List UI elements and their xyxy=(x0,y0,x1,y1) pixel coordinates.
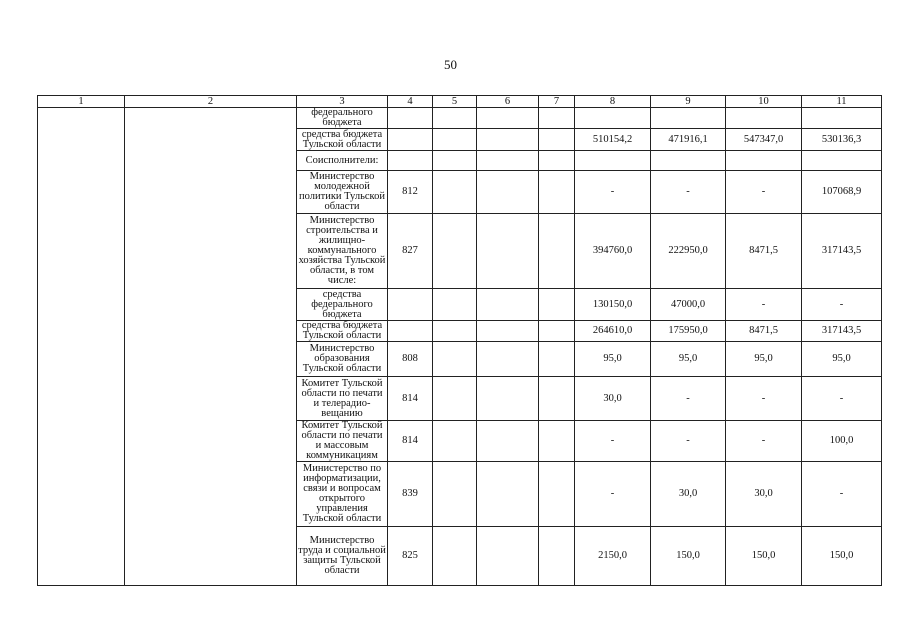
value-col10-cell: 8471,5 xyxy=(726,214,802,289)
value-col8-cell: 2150,0 xyxy=(575,527,651,586)
value-col8-cell: 130150,0 xyxy=(575,289,651,321)
value-col8-cell: 394760,0 xyxy=(575,214,651,289)
col2-cell xyxy=(125,108,297,586)
value-col10-cell: - xyxy=(726,171,802,214)
executor-name-cell: Министерство по информатизации, связи и вопросам открытого управления Тульской области xyxy=(297,462,388,527)
value-col9-cell: - xyxy=(651,171,726,214)
executor-name-cell: Комитет Тульской области по печати и массовым коммуникациям xyxy=(297,421,388,462)
col5-cell xyxy=(433,342,477,377)
col5-cell xyxy=(433,527,477,586)
header-cell: 11 xyxy=(802,96,882,108)
col6-cell xyxy=(477,108,539,129)
value-col11-cell: 317143,5 xyxy=(802,321,882,342)
col6-cell xyxy=(477,214,539,289)
col7-cell xyxy=(539,342,575,377)
col7-cell xyxy=(539,377,575,421)
value-col11-cell: - xyxy=(802,462,882,527)
value-col8-cell xyxy=(575,108,651,129)
col6-cell xyxy=(477,377,539,421)
col7-cell xyxy=(539,151,575,171)
code-cell: 825 xyxy=(388,527,433,586)
header-cell: 6 xyxy=(477,96,539,108)
value-col9-cell: 471916,1 xyxy=(651,129,726,151)
value-col8-cell: - xyxy=(575,171,651,214)
col5-cell xyxy=(433,421,477,462)
header-cell: 5 xyxy=(433,96,477,108)
budget-table xyxy=(37,95,882,586)
header-cell: 9 xyxy=(651,96,726,108)
col5-cell xyxy=(433,129,477,151)
executor-name-cell: федерального бюджета xyxy=(297,108,388,129)
value-col10-cell xyxy=(726,151,802,171)
value-col8-cell: 30,0 xyxy=(575,377,651,421)
value-col11-cell xyxy=(802,108,882,129)
col5-cell xyxy=(433,377,477,421)
value-col9-cell xyxy=(651,151,726,171)
value-col11-cell: 150,0 xyxy=(802,527,882,586)
value-col11-cell: - xyxy=(802,289,882,321)
col7-cell xyxy=(539,108,575,129)
header-cell: 4 xyxy=(388,96,433,108)
executor-name-cell: средства бюджета Тульской области xyxy=(297,129,388,151)
code-cell: 814 xyxy=(388,421,433,462)
value-col11-cell: 317143,5 xyxy=(802,214,882,289)
value-col9-cell: - xyxy=(651,421,726,462)
value-col10-cell: - xyxy=(726,377,802,421)
value-col8-cell: - xyxy=(575,462,651,527)
value-col9-cell: 175950,0 xyxy=(651,321,726,342)
col5-cell xyxy=(433,462,477,527)
value-col11-cell: - xyxy=(802,377,882,421)
executor-name-cell: Комитет Тульской области по печати и телерадио-вещанию xyxy=(297,377,388,421)
header-cell: 1 xyxy=(38,96,125,108)
header-cell: 2 xyxy=(125,96,297,108)
col6-cell xyxy=(477,421,539,462)
value-col9-cell xyxy=(651,108,726,129)
code-cell xyxy=(388,108,433,129)
col6-cell xyxy=(477,129,539,151)
executor-name-cell: Министерство труда и социальной защиты Тульской области xyxy=(297,527,388,586)
value-col10-cell: 150,0 xyxy=(726,527,802,586)
value-col9-cell: 150,0 xyxy=(651,527,726,586)
header-row xyxy=(38,96,882,108)
executor-name-cell: средства федерального бюджета xyxy=(297,289,388,321)
value-col10-cell: 547347,0 xyxy=(726,129,802,151)
value-col9-cell: 30,0 xyxy=(651,462,726,527)
col7-cell xyxy=(539,321,575,342)
col1-cell xyxy=(38,108,125,586)
col5-cell xyxy=(433,289,477,321)
col6-cell xyxy=(477,342,539,377)
value-col8-cell: - xyxy=(575,421,651,462)
header-cell: 7 xyxy=(539,96,575,108)
value-col10-cell: 30,0 xyxy=(726,462,802,527)
value-col11-cell: 95,0 xyxy=(802,342,882,377)
value-col10-cell: 8471,5 xyxy=(726,321,802,342)
col5-cell xyxy=(433,151,477,171)
col7-cell xyxy=(539,171,575,214)
executor-name-cell: Министерство молодежной политики Тульской области xyxy=(297,171,388,214)
col6-cell xyxy=(477,462,539,527)
executor-name-cell: Соисполнители: xyxy=(297,151,388,171)
table-row xyxy=(38,108,882,129)
col5-cell xyxy=(433,108,477,129)
col7-cell xyxy=(539,462,575,527)
value-col10-cell xyxy=(726,108,802,129)
value-col9-cell: - xyxy=(651,377,726,421)
col6-cell xyxy=(477,289,539,321)
code-cell: 814 xyxy=(388,377,433,421)
value-col10-cell: - xyxy=(726,289,802,321)
value-col8-cell: 264610,0 xyxy=(575,321,651,342)
executor-name-cell: средства бюджета Тульской области xyxy=(297,321,388,342)
code-cell: 812 xyxy=(388,171,433,214)
col6-cell xyxy=(477,151,539,171)
value-col8-cell: 510154,2 xyxy=(575,129,651,151)
code-cell: 839 xyxy=(388,462,433,527)
col5-cell xyxy=(433,321,477,342)
value-col9-cell: 95,0 xyxy=(651,342,726,377)
value-col11-cell: 100,0 xyxy=(802,421,882,462)
executor-name-cell: Министерство строительства и жилищно-коммунального хозяйства Тульской области, в том числе: xyxy=(297,214,388,289)
code-cell: 827 xyxy=(388,214,433,289)
header-cell: 3 xyxy=(297,96,388,108)
value-col10-cell: 95,0 xyxy=(726,342,802,377)
col7-cell xyxy=(539,527,575,586)
code-cell xyxy=(388,129,433,151)
col5-cell xyxy=(433,171,477,214)
col6-cell xyxy=(477,527,539,586)
value-col8-cell: 95,0 xyxy=(575,342,651,377)
col7-cell xyxy=(539,214,575,289)
value-col9-cell: 222950,0 xyxy=(651,214,726,289)
value-col11-cell: 530136,3 xyxy=(802,129,882,151)
col5-cell xyxy=(433,214,477,289)
executor-name-cell: Министерство образования Тульской области xyxy=(297,342,388,377)
col7-cell xyxy=(539,289,575,321)
value-col8-cell xyxy=(575,151,651,171)
header-cell: 8 xyxy=(575,96,651,108)
code-cell: 808 xyxy=(388,342,433,377)
code-cell xyxy=(388,321,433,342)
col6-cell xyxy=(477,321,539,342)
col6-cell xyxy=(477,171,539,214)
value-col10-cell: - xyxy=(726,421,802,462)
col7-cell xyxy=(539,421,575,462)
col7-cell xyxy=(539,129,575,151)
header-cell: 10 xyxy=(726,96,802,108)
value-col11-cell: 107068,9 xyxy=(802,171,882,214)
value-col11-cell xyxy=(802,151,882,171)
value-col9-cell: 47000,0 xyxy=(651,289,726,321)
code-cell xyxy=(388,289,433,321)
code-cell xyxy=(388,151,433,171)
page-number: 50 xyxy=(444,57,457,72)
